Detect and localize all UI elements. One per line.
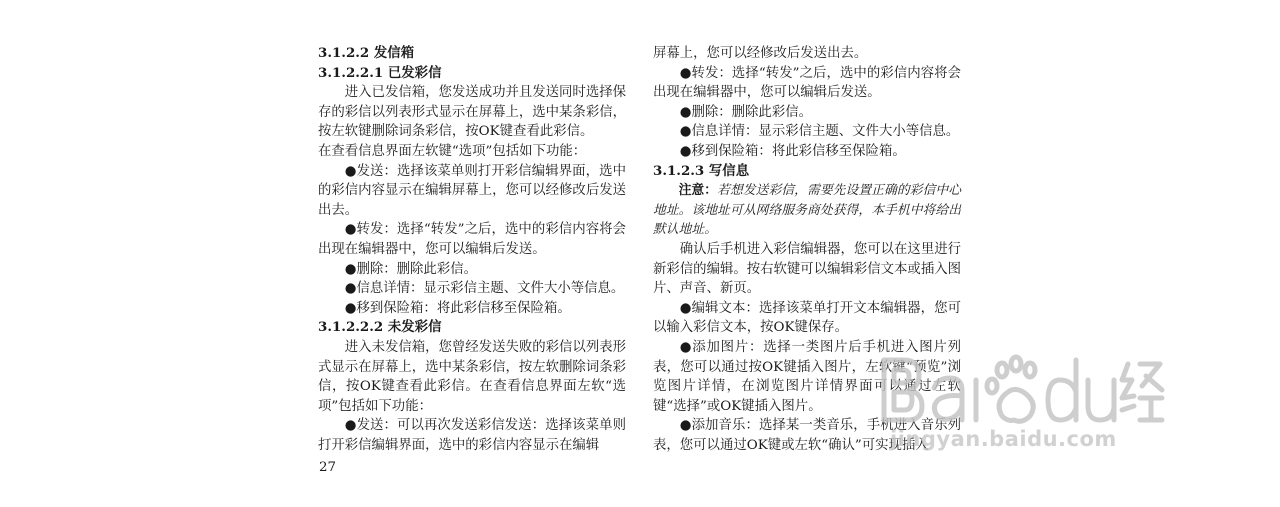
section-heading-outbox: 3.1.2.2 发信箱 xyxy=(318,45,415,61)
paragraph-unsent-intro: 进入未发信箱，您曾经发送失败的彩信以列表形式显示在屏幕上，选中某条彩信，按左软删除词条彩信，按OK键查看此彩信。在查看信息界面左软“选项”包括如下功能： xyxy=(318,339,626,414)
bullet-edit-text: ●编辑文本：选择该菜单打开文本编辑器，您可以输入彩信文本，按OK键保存。 xyxy=(653,300,961,336)
bullet-details: ●信息详情：显示彩信主题、文件大小等信息。 xyxy=(344,281,625,297)
paragraph-options-intro: 在查看信息界面左软键“选项”包括如下功能： xyxy=(318,143,587,159)
bullet-forward: ●转发：选择“转发”之后，选中的彩信内容将会出现在编辑器中，您可以编辑后发送。 xyxy=(318,222,626,257)
bullet-add-music: ●添加音乐：选择某一类音乐，手机进入音乐列表，您可以通过OK键或左软“确认”可实现插入 xyxy=(653,418,961,453)
bullet-delete: ●删除：删除此彩信。 xyxy=(344,261,477,277)
page-number: 27 xyxy=(319,460,337,475)
bullet-details-2: ●信息详情：显示彩信主题、文件大小等信息。 xyxy=(679,124,960,140)
section-heading-write-message: 3.1.2.3 写信息 xyxy=(653,162,750,179)
bullet-delete-2: ●删除：删除此彩信。 xyxy=(679,104,812,120)
note-text: 若想发送彩信，需要先设置正确的彩信中心地址。该地址可从网络服务商处获得，本手机中将给出默认地址。 xyxy=(653,183,962,238)
note-paragraph xyxy=(653,181,961,240)
note-label: 注意： xyxy=(678,183,718,199)
bullet-forward-2: ●转发：选择“转发”之后，选中的彩信内容将会出现在编辑器中，您可以编辑后发送。 xyxy=(653,65,961,101)
bullet-move-to-safe: ●移到保险箱：将此彩信移至保险箱。 xyxy=(344,300,571,316)
bullet-resend: ●发送：可以再次发送彩信发送：选择该菜单则打开彩信编辑界面，选中的彩信内容显示在编辑 xyxy=(318,418,626,453)
paragraph-editor-intro: 确认后手机进入彩信编辑器，您可以在这里进行新彩信的编辑。按右软键可以编辑彩信文本或插入图片、声音、新页。 xyxy=(653,241,961,297)
right-column xyxy=(653,44,961,455)
bullet-send: ●发送：选择该菜单则打开彩信编辑界面，选中的彩信内容显示在编辑屏幕上，您可以经修改后发送出去。 xyxy=(318,163,626,218)
subsection-heading-unsent-mms: 3.1.2.2.2 未发彩信 xyxy=(318,319,442,336)
paragraph-continuation: 屏幕上，您可以经修改后发送出去。 xyxy=(653,46,868,61)
baidu-jingyan-url: jingyan.baidu.com xyxy=(890,427,1117,451)
paragraph-sent-intro: 进入已发信箱，您发送成功并且发送同时选择保存的彩信以列表形式显示在屏幕上，选中某条彩信，按左软键删除词条彩信，按OK键查看此彩信。 xyxy=(318,85,626,140)
left-column xyxy=(318,44,626,455)
bullet-add-image: ●添加图片：选择一类图片后手机进入图片列表，您可以通过按OK键插入图片，左软键“预览”浏览图片详情，在浏览图片详情界面可以通过左软键“选择”或OK键插入图片。 xyxy=(653,339,961,414)
subsection-heading-sent-mms: 3.1.2.2.1 已发彩信 xyxy=(318,64,442,81)
bullet-move-to-safe-2: ●移到保险箱：将此彩信移至保险箱。 xyxy=(679,143,906,159)
